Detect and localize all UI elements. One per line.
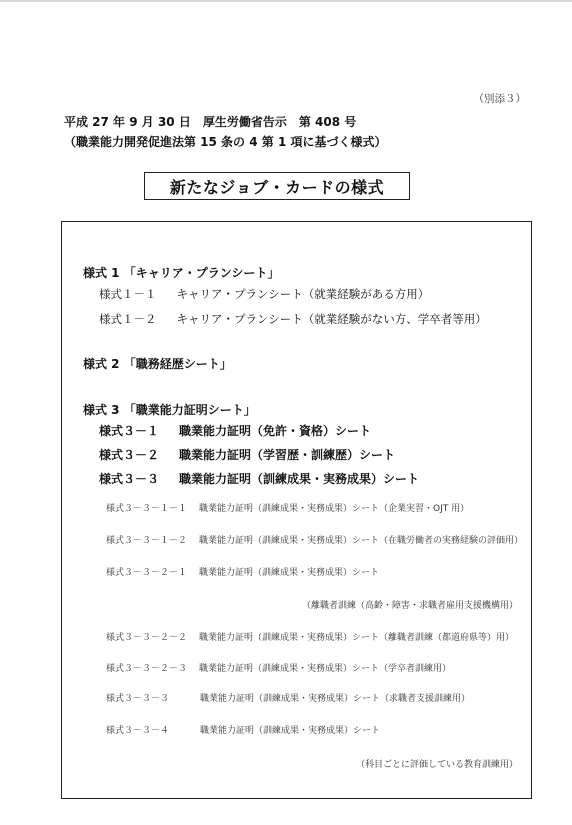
notice-line-1: 平成 27 年 9 月 30 日 厚生労働省告示 第 408 号: [64, 115, 357, 129]
form-3-3: [99, 470, 419, 487]
form-3-3-1-2: [106, 533, 523, 546]
form-3-3-name: 職業能力証明（訓練成果・実務成果）シート: [179, 472, 420, 486]
form-3-3-1-1-code: 様式３－３－１－１: [106, 504, 188, 514]
form-1-2-name: キャリア・プランシート（就業経験がない方、学卒者等用）: [176, 312, 487, 326]
form-3-3-2-3-name: 職業能力証明（訓練成果・実務成果）シート（学卒者訓練用）: [199, 664, 452, 674]
form-3-3-2-2-code: 様式３－３－２－２: [106, 633, 188, 643]
form-3-3-2-3-code: 様式３－３－２－３: [106, 664, 188, 674]
form-3-3-4-note: （科目ごとに評価している教育訓練用）: [355, 760, 518, 770]
form-3-2-name: 職業能力証明（学習歴・訓練歴）シート: [179, 448, 396, 462]
form-1-2: [99, 311, 487, 327]
form-3-1: [99, 422, 371, 439]
form-3-3-2-2-name: 職業能力証明（訓練成果・実務成果）シート（離職者訓練（都道府県等）用）: [199, 633, 515, 643]
form-1-1: [99, 286, 429, 302]
form-3-3-2-3: [106, 661, 451, 674]
form-3-3-4-name: 職業能力証明（訓練成果・実務成果）シート: [200, 726, 381, 736]
form-1-2-code: 様式１－２: [99, 312, 157, 326]
form-3-3-3: [106, 691, 470, 704]
form-3-3-1-1: [106, 501, 469, 514]
form-1-1-code: 様式１－１: [99, 287, 157, 301]
document-title: 新たなジョブ・カードの様式: [144, 172, 410, 200]
form-3-2: [99, 446, 395, 463]
form-3-1-name: 職業能力証明（免許・資格）シート: [179, 424, 372, 438]
form-1-1-name: キャリア・プランシート（就業経験がある方用）: [176, 287, 430, 301]
form-3-3-1-2-code: 様式３－３－１－２: [106, 536, 188, 546]
form-1-heading: 様式 1 「キャリア・プランシート」: [83, 266, 280, 280]
annex-label: （別添３）: [473, 93, 526, 105]
form-3-3-3-name: 職業能力証明（訓練成果・実務成果）シート（求職者支援訓練用）: [200, 694, 471, 704]
form-3-3-1-1-name: 職業能力証明（訓練成果・実務成果）シート（企業実習・OJT 用）: [199, 504, 470, 514]
form-3-3-2-1-note: （離職者訓練（高齢・障害・求職者雇用支援機構用）: [301, 601, 518, 611]
form-list-box: [61, 221, 532, 799]
form-3-3-2-1: [106, 565, 379, 578]
form-3-3-4-code: 様式３－３－４: [106, 726, 170, 736]
form-3-2-code: 様式３－２: [99, 448, 160, 462]
form-3-3-2-1-name: 職業能力証明（訓練成果・実務成果）シート: [199, 568, 380, 578]
notice-line-2: （職業能力開発促進法第 15 条の 4 第 1 項に基づく様式）: [64, 135, 387, 149]
form-3-3-3-code: 様式３－３－３: [106, 694, 170, 704]
form-3-3-4: [106, 723, 380, 736]
form-3-3-code: 様式３－３: [99, 472, 160, 486]
form-3-3-1-2-name: 職業能力証明（訓練成果・実務成果）シート（在職労働者の実務経験の評価用）: [199, 536, 524, 546]
form-3-3-2-2: [106, 630, 514, 643]
form-3-1-code: 様式３－１: [99, 424, 160, 438]
form-3-heading: 様式 3 「職業能力証明シート」: [83, 403, 256, 417]
form-2-heading: 様式 2 「職務経歴シート」: [83, 357, 232, 371]
top-divider: [0, 0, 572, 2]
form-3-3-2-1-code: 様式３－３－２－１: [106, 568, 188, 578]
